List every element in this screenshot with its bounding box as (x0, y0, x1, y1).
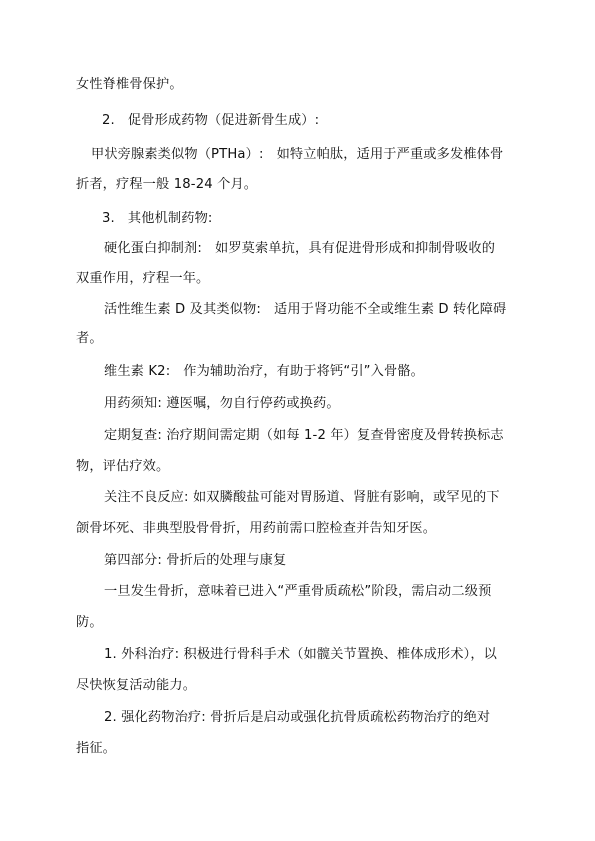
text-line: 女性脊椎骨保护。 (76, 77, 183, 92)
text-line: 防。 (76, 615, 103, 630)
text-line: 定期复查: 治疗期间需定期（如每 1-2 年）复查骨密度及骨转换标志 (104, 428, 504, 443)
text-line: 用药须知: 遵医嘱，勿自行停药或换药。 (104, 396, 340, 411)
text-line: 甲状旁腺素类似物（PTHa）: 如特立帕肽，适用于严重或多发椎体骨 (91, 147, 504, 162)
text-line: 者。 (76, 331, 103, 346)
text-line: 活性维生素 D 及其类似物: 适用于肾功能不全或维生素 D 转化障碍 (104, 302, 507, 317)
section-heading: 3. 其他机制药物: (102, 211, 213, 226)
text-line: 折者，疗程一般 18-24 个月。 (76, 177, 258, 192)
text-line: 关注不良反应: 如双膦酸盐可能对胃肠道、肾脏有影响，或罕见的下 (104, 490, 500, 505)
text-line: 维生素 K2: 作为辅助治疗，有助于将钙“引”入骨骼。 (104, 364, 425, 379)
text-line: 硬化蛋白抑制剂: 如罗莫索单抗，具有促进骨形成和抑制骨吸收的 (104, 241, 496, 256)
text-line: 颌骨坏死、非典型股骨骨折，用药前需口腔检查并告知牙医。 (76, 521, 437, 536)
section-heading: 2. 促骨形成药物（促进新骨生成）: (102, 113, 320, 128)
text-line: 物，评估疗效。 (76, 459, 170, 474)
text-line: 一旦发生骨折，意味着已进入“严重骨质疏松”阶段，需启动二级预 (104, 584, 492, 599)
text-line: 双重作用，疗程一年。 (76, 271, 210, 286)
text-line: 1. 外科治疗: 积极进行骨科手术（如髋关节置换、椎体成形术），以 (104, 647, 498, 662)
text-line: 指征。 (76, 741, 117, 756)
text-line: 2. 强化药物治疗: 骨折后是启动或强化抗骨质疏松药物治疗的绝对 (104, 710, 491, 725)
part-heading: 第四部分: 骨折后的处理与康复 (104, 553, 287, 568)
text-line: 尽快恢复活动能力。 (76, 678, 197, 693)
